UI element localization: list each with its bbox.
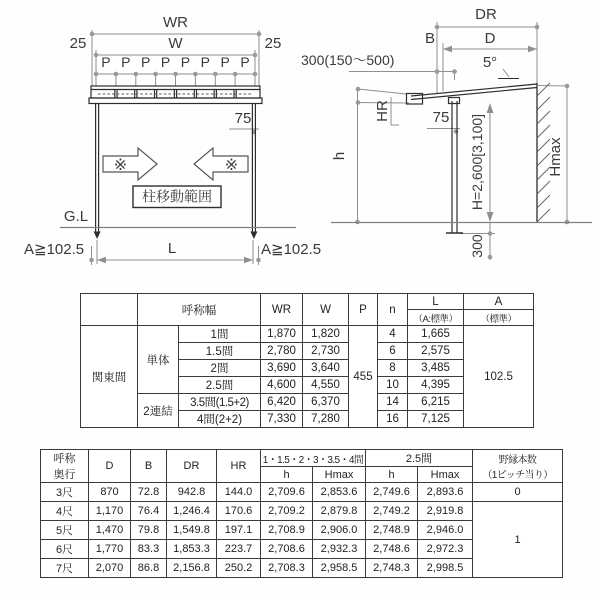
pitch-label: P — [200, 54, 210, 70]
b-cell: 72.8 — [131, 483, 167, 502]
hmax2-cell: 2,972.3 — [418, 540, 473, 559]
roof-angle-label: 5° — [482, 54, 498, 71]
side-view-diagram — [301, 6, 592, 260]
b-cell: 76.4 — [131, 502, 167, 521]
right-margin-label: 25 — [264, 35, 282, 52]
front-extension-lines — [92, 30, 260, 265]
l-subheader: （A:標準） — [408, 310, 464, 326]
side-roof — [407, 79, 538, 105]
p-header: P — [349, 294, 378, 326]
wr-cell: 3,690 — [261, 360, 303, 377]
w-cell: 2,730 — [303, 343, 349, 360]
hr-cell: 170.6 — [217, 502, 261, 521]
joist-header-line2: （1ピッチ当り） — [482, 470, 553, 481]
h1-cell: 2,709.6 — [261, 483, 313, 502]
d-cell: 1,470 — [89, 521, 131, 540]
hmax2-cell: 2,919.8 — [418, 502, 473, 521]
l-cell: 3,485 — [408, 360, 464, 377]
h1-cell: 2,708.9 — [261, 521, 313, 540]
l-cell: 7,125 — [408, 411, 464, 428]
pitch-label: P — [160, 54, 171, 70]
depth-name-cell: 4尺 — [41, 502, 89, 521]
pitch-label: P — [220, 54, 230, 70]
hmax1-header: Hmax — [313, 467, 366, 483]
width-group-header: 呼称幅 — [138, 294, 261, 326]
front-column-feet — [94, 232, 258, 240]
l-cell: 6,215 — [408, 394, 464, 411]
hmax2-cell: 2,946.0 — [418, 521, 473, 540]
region-cell: 関東間 — [81, 326, 138, 428]
n-cell: 6 — [378, 343, 408, 360]
joist-header — [473, 450, 563, 483]
h-dim-label: h — [331, 151, 348, 161]
h2-cell: 2,748.9 — [366, 521, 418, 540]
clearance-left-label: A≧102.5 — [24, 241, 85, 258]
a-cell: 102.5 — [464, 326, 534, 428]
pitch-label: P — [121, 54, 131, 70]
l-cell: 2,575 — [408, 343, 464, 360]
joist-cell: 1 — [473, 502, 563, 578]
b-header: B — [131, 450, 167, 483]
depth-spec-table — [40, 449, 563, 578]
h1-cell: 2,709.2 — [261, 502, 313, 521]
l-header: L — [408, 294, 464, 310]
pitch-label: P — [141, 54, 151, 70]
b-cell: 79.8 — [131, 521, 167, 540]
n-cell: 8 — [378, 360, 408, 377]
wr-cell: 6,420 — [261, 394, 303, 411]
h2-cell: 2,748.6 — [366, 540, 418, 559]
l-cell: 1,665 — [408, 326, 464, 343]
hmax1-cell: 2,958.5 — [313, 559, 366, 578]
span-label: L — [167, 240, 177, 257]
group1-header: 1・1.5・2・3・3.5・4間 — [261, 450, 366, 467]
h1-cell: 2,708.6 — [261, 540, 313, 559]
h2-cell: 2,749.6 — [366, 483, 418, 502]
front-view-diagram — [24, 14, 321, 265]
group-single-cell: 単体 — [138, 326, 179, 394]
clearance-right-label: A≧102.5 — [261, 241, 322, 258]
h2-header: h — [366, 467, 418, 483]
blank-corner-cell — [81, 294, 138, 326]
depth-row — [41, 483, 563, 502]
group-double-cell: 2連結 — [138, 394, 179, 428]
d-cell: 870 — [89, 483, 131, 502]
w-cell: 1,820 — [303, 326, 349, 343]
hmax2-header: Hmax — [418, 467, 473, 483]
d-header: D — [89, 450, 131, 483]
w-header: W — [303, 294, 349, 326]
h2-cell: 2,748.3 — [366, 559, 418, 578]
wr-dim-label: WR — [163, 14, 188, 31]
a-subheader: （標準） — [464, 310, 534, 326]
h2-cell: 2,749.2 — [366, 502, 418, 521]
dr-cell: 2,156.8 — [167, 559, 217, 578]
move-symbol-left: ※ — [113, 157, 128, 174]
wr-cell: 4,600 — [261, 377, 303, 394]
dr-cell: 1,246.4 — [167, 502, 217, 521]
a-header: A — [464, 294, 534, 310]
d-cell: 2,070 — [89, 559, 131, 578]
b-cell: 83.3 — [131, 540, 167, 559]
height-dim-label: H=2,600[3,100] — [469, 113, 485, 211]
joist-cell: 0 — [473, 483, 563, 502]
n-cell: 4 — [378, 326, 408, 343]
depth-name-cell: 7尺 — [41, 559, 89, 578]
p-cell: 455 — [349, 326, 378, 428]
l-cell: 4,395 — [408, 377, 464, 394]
hr-header: HR — [217, 450, 261, 483]
group2-header: 2.5間 — [366, 450, 473, 467]
hr-cell: 144.0 — [217, 483, 261, 502]
n-cell: 14 — [378, 394, 408, 411]
hmax1-cell: 2,932.3 — [313, 540, 366, 559]
front-roof — [89, 86, 262, 104]
dr-cell: 1,549.8 — [167, 521, 217, 540]
move-symbol-right: ※ — [224, 157, 239, 174]
n-cell: 10 — [378, 377, 408, 394]
d-dim-label: D — [484, 30, 496, 47]
width-name-cell: 1間 — [179, 326, 261, 343]
move-range-label: 柱移動範囲 — [142, 188, 212, 205]
hmax1-cell: 2,879.8 — [313, 502, 366, 521]
n-cell: 16 — [378, 411, 408, 428]
hr-cell: 250.2 — [217, 559, 261, 578]
w-cell: 4,550 — [303, 377, 349, 394]
front-beam-offset-label: 75 — [234, 110, 252, 127]
embed-depth-label: 300 — [469, 234, 485, 258]
w-cell: 7,280 — [303, 411, 349, 428]
wr-cell: 7,330 — [261, 411, 303, 428]
d-cell: 1,170 — [89, 502, 131, 521]
h1-header: h — [261, 467, 313, 483]
dr-cell: 1,853.3 — [167, 540, 217, 559]
hr-cell: 197.1 — [217, 521, 261, 540]
hmax2-cell: 2,998.5 — [418, 559, 473, 578]
width-name-cell: 4間(2+2) — [179, 411, 261, 428]
width-spec-table — [80, 293, 534, 428]
w-dim-label: W — [168, 35, 183, 52]
depth-header-line1: 呼称 — [53, 453, 76, 465]
dr-cell: 942.8 — [167, 483, 217, 502]
d-cell: 1,770 — [89, 540, 131, 559]
b-dim-label: B — [424, 30, 436, 47]
pitch-label: P — [101, 54, 111, 70]
diagrams — [0, 0, 600, 292]
w-cell: 3,640 — [303, 360, 349, 377]
hr-dim-label: HR — [374, 100, 391, 122]
pitch-label: P — [240, 54, 250, 70]
depth-name-cell: 3尺 — [41, 483, 89, 502]
dr-dim-label: DR — [475, 6, 497, 23]
depth-row — [41, 502, 563, 521]
spec-row — [81, 326, 534, 343]
depth-header-line2: 奥行 — [53, 469, 76, 481]
pitch-label: P — [180, 54, 191, 70]
joist-header-line1: 野縁本数 — [498, 455, 537, 466]
front-dimension-lines — [92, 34, 259, 260]
width-name-cell: 2間 — [179, 360, 261, 377]
width-name-cell: 3.5間(1.5+2) — [179, 394, 261, 411]
hr-cell: 223.7 — [217, 540, 261, 559]
depth-header — [41, 450, 89, 483]
ground-label: G.L — [63, 208, 89, 225]
w-cell: 6,370 — [303, 394, 349, 411]
front-offset-label: 300(150～500) — [301, 52, 395, 68]
n-header: n — [378, 294, 408, 326]
width-name-cell: 2.5間 — [179, 377, 261, 394]
depth-name-cell: 6尺 — [41, 540, 89, 559]
wr-header: WR — [261, 294, 303, 326]
dr-header: DR — [167, 450, 217, 483]
left-margin-label: 25 — [69, 35, 87, 52]
h1-cell: 2,708.3 — [261, 559, 313, 578]
hmax1-cell: 2,906.0 — [313, 521, 366, 540]
hmax1-cell: 2,853.6 — [313, 483, 366, 502]
hmax-dim-label: Hmax — [547, 137, 564, 177]
side-beam-offset-label: 75 — [432, 109, 450, 126]
wr-cell: 2,780 — [261, 343, 303, 360]
depth-name-cell: 5尺 — [41, 521, 89, 540]
width-name-cell: 1.5間 — [179, 343, 261, 360]
hmax2-cell: 2,893.6 — [418, 483, 473, 502]
wr-cell: 1,870 — [261, 326, 303, 343]
b-cell: 86.8 — [131, 559, 167, 578]
